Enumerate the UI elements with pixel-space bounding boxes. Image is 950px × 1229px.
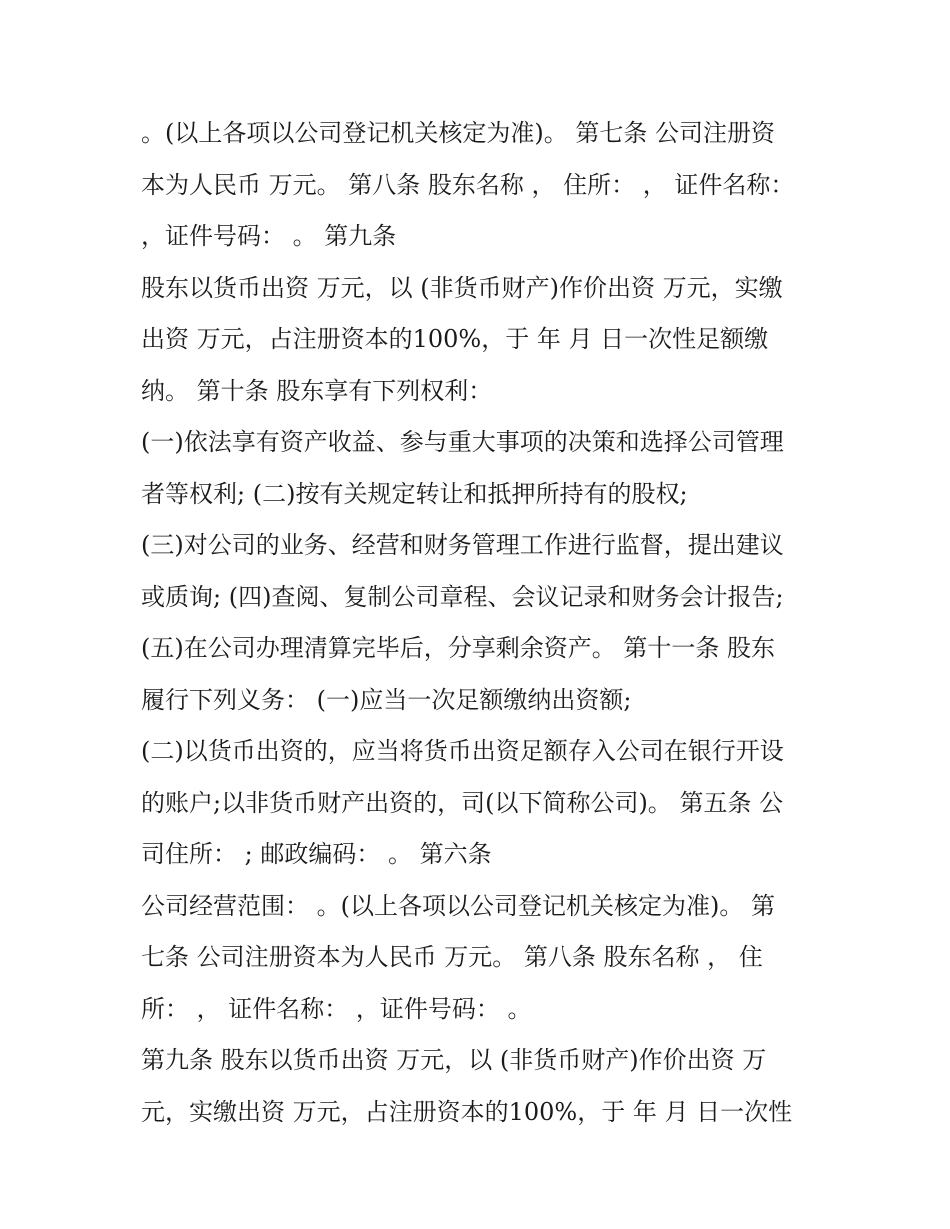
text-line: (五)在公司办理清算完毕后，分享剩余资产。 第十一条 股东 xyxy=(141,634,775,662)
text-line: 公司经营范围： 。(以上各项以公司登记机关核定为准)。 第 xyxy=(141,891,775,920)
text-line: 元，实缴出资 万元，占注册资本的100%，于 年 月 日一次性 xyxy=(141,1097,793,1126)
text-line: 所： ， 证件名称： ，证件号码： 。 xyxy=(141,994,532,1023)
text-line: 本为人民币 万元。 第八条 股东名称 ， 住所： ， 证件名称： xyxy=(141,170,795,199)
text-line: (三)对公司的业务、经营和财务管理工作进行监督，提出建议 xyxy=(141,531,784,559)
text-line: 第九条 股东以货币出资 万元，以 (非货币财产)作价出资 万 xyxy=(141,1046,767,1074)
text-line: 股东以货币出资 万元，以 (非货币财产)作价出资 万元，实缴 xyxy=(141,273,783,302)
text-line: (一)依法享有资产收益、参与重大事项的决策和选择公司管理 xyxy=(141,428,784,456)
text-line: ，证件号码： 。 第九条 xyxy=(141,222,397,250)
text-line: 纳。 第十条 股东享有下列权利： xyxy=(141,376,493,405)
text-line: 的账户;以非货币财产出资的，司(以下简称公司)。 第五条 公 xyxy=(141,788,784,817)
document-body xyxy=(141,108,821,1138)
text-line: 七条 公司注册资本为人民币 万元。 第八条 股东名称 ， 住 xyxy=(141,943,763,971)
text-line: 履行下列义务： (一)应当一次足额缴纳出资额; xyxy=(141,685,632,714)
text-line: 司住所： ; 邮政编码： 。 第六条 xyxy=(141,840,492,868)
text-line: (二)以货币出资的，应当将货币出资足额存入公司在银行开设 xyxy=(141,737,784,765)
text-line: 者等权利; (二)按有关规定转让和抵押所持有的股权; xyxy=(141,479,688,508)
text-line: 出资 万元，占注册资本的100%，于 年 月 日一次性足额缴 xyxy=(141,325,769,353)
text-line: 或质询; (四)查阅、复制公司章程、会议记录和财务会计报告; xyxy=(141,582,784,611)
text-line: 。(以上各项以公司登记机关核定为准)。 第七条 公司注册资 xyxy=(141,119,775,147)
